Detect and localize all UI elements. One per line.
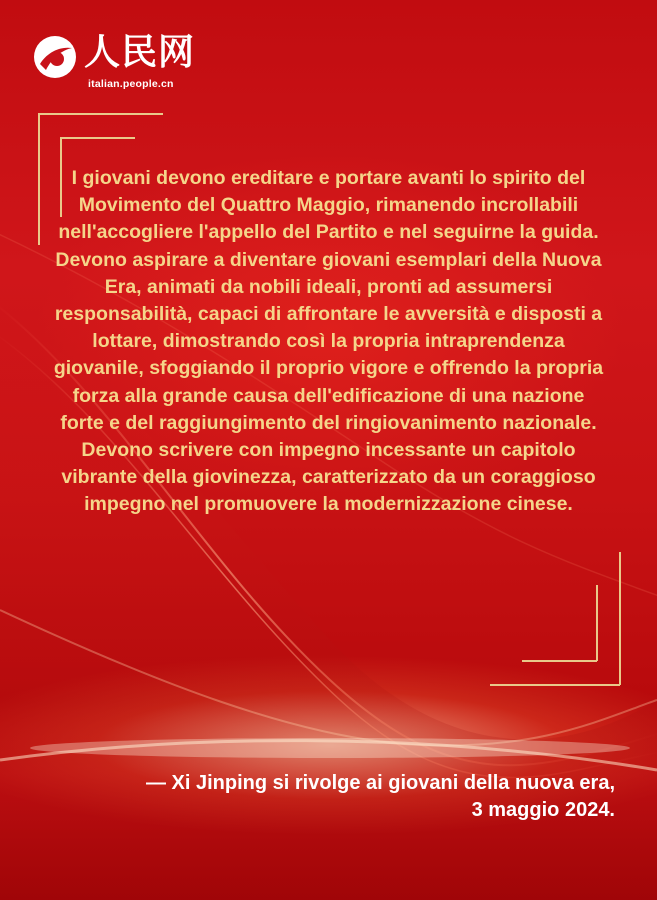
frame-bottom-right-horizontal <box>490 684 620 686</box>
attribution-line-2: 3 maggio 2024. <box>471 799 615 821</box>
attribution-line-1: — Xi Jinping si rivolge ai giovani della nuova era, <box>145 772 615 794</box>
frame-bottom-right-inner-horizontal <box>522 660 597 662</box>
frame-top-left-vertical <box>38 113 40 245</box>
frame-bottom-right-vertical <box>619 552 621 685</box>
quote-text: I giovani devono ereditare e portare avanti lo spirito del Movimento del Quattro Maggio, rimanendo incrollabili nell'accogliere l'appello del Partito e nel seguirne la guida. Devono aspirare a diventare giovani esemplari della Nuova Era, animati da nobili ideali, pronti ad assumersi responsabilità, capaci di affrontare le avversità e disposti a lottare, dimostrando così la propria intraprendenza giovanile, sfoggiando il proprio vigore e offrendo la propria forza alla grande causa dell'edificazione di una nazione forte e del raggiungimento del ringiovanimento nazionale. Devono scrivere con impegno incessante un capitolo vibrante della giovinezza, caratterizzato da un coraggioso impegno nel promuovere la modernizzazione cinese. <box>53 167 604 516</box>
frame-bottom-right-inner-vertical <box>596 585 598 661</box>
frame-top-left-horizontal <box>38 113 163 115</box>
people-daily-logo-icon <box>32 34 78 80</box>
logo-url: italian.people.cn <box>88 78 174 90</box>
attribution <box>35 770 615 824</box>
logo <box>30 28 210 98</box>
logo-chinese-name: 人民网 <box>84 31 196 73</box>
frame-top-left-inner-horizontal <box>60 137 135 139</box>
